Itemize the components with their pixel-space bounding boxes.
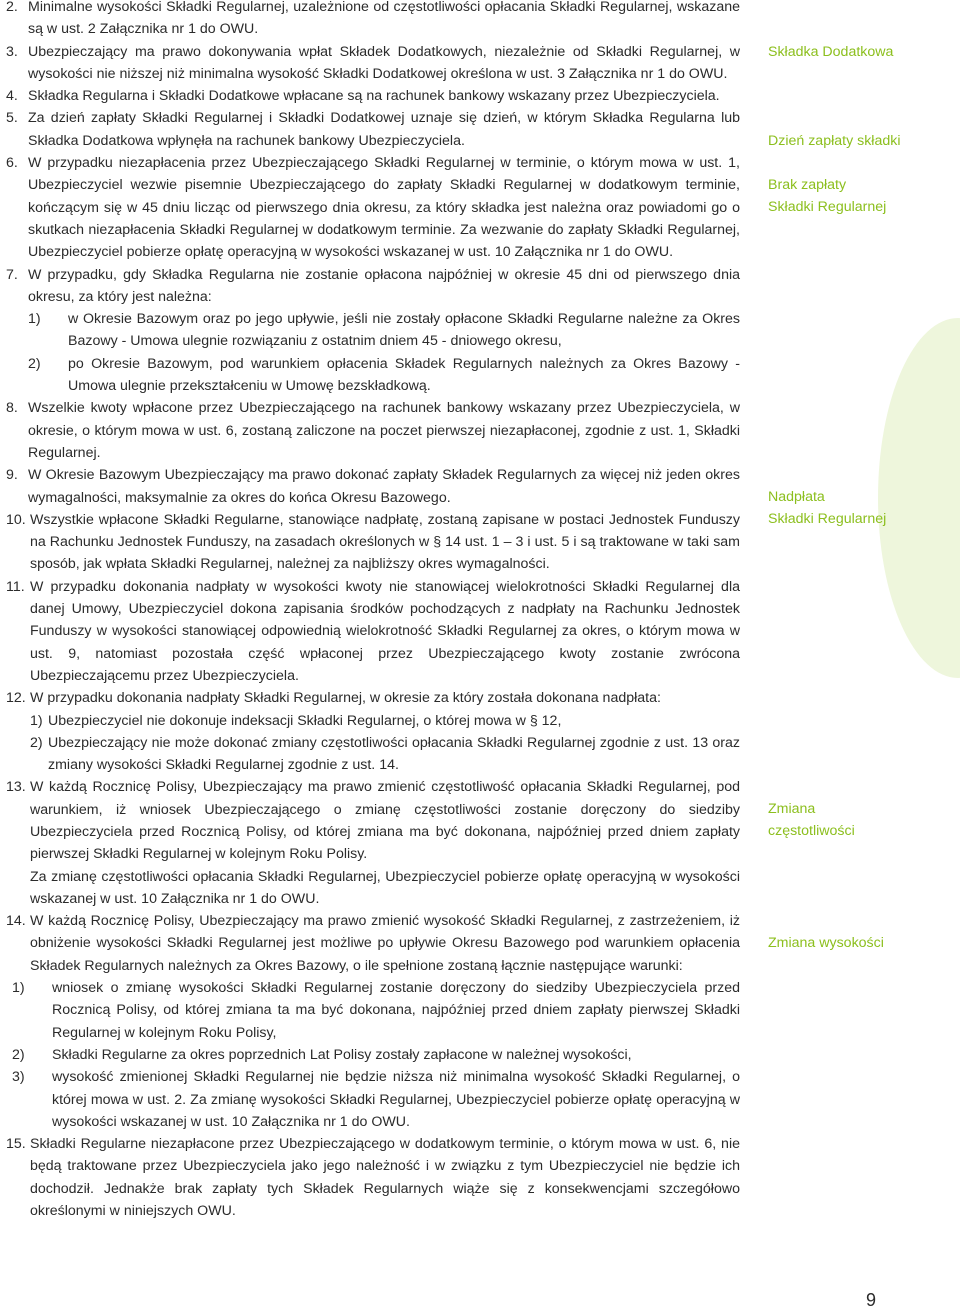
sub-item-number: 1)	[28, 311, 41, 328]
list-item	[6, 0, 740, 41]
item-number: 8.	[6, 400, 18, 417]
margin-note-text: Składki Regularnej	[768, 511, 887, 528]
sub-item	[30, 732, 740, 777]
item-extra-text: Za zmianę częstotliwości opłacania Składki Regularnej, Ubezpieczyciel pobierze opłatę operacyjną w wysokości wskazanej w ust. 10 Załącznika nr 1 do OWU.	[30, 868, 740, 907]
margin-note-extra-premium	[768, 41, 948, 63]
sub-item-text: wysokość zmienionej Składki Regularnej nie będzie niższa niż minimalna wysokość Składki Regularnej, o której mowa w ust. 2. Za zmianę wysokości Składki Regularnej, Ubezpieczyciel pobierze opłatę operacyjną w wysokości wskazanej w ust. 10 Załącznika nr 1 do OWU.	[52, 1069, 740, 1130]
item-number: 9.	[6, 467, 18, 484]
margin-note-text: Nadpłata	[768, 489, 825, 505]
list-item	[6, 464, 740, 509]
margin-note-amount-change	[768, 932, 948, 954]
sub-item-text: w Okresie Bazowym oraz po jego upływie, jeśli nie zostały opłacone Składki Regularne należne za Okres Bazowy - Umowa ulegnie rozwiązaniu z ostatnim dniem 45 - dniowego okresu,	[68, 311, 740, 350]
sub-item	[28, 353, 740, 398]
margin-note-text: Zmiana wysokości	[768, 935, 884, 951]
margin-note-no-payment	[768, 174, 948, 219]
list-item	[6, 776, 740, 910]
list-item	[6, 264, 740, 398]
item-text: Ubezpieczający ma prawo dokonywania wpłat Składek Dodatkowych, niezależnie od Składki Regularnej, w wysokości nie niższej niż minimalna wysokość Składki Dodatkowej określona w ust. 3 Załącznika nr 1 do OWU.	[28, 43, 740, 82]
list-item	[6, 1133, 740, 1222]
item-text: W przypadku, gdy Składka Regularna nie zostanie opłacona najpóźniej w okresie 45 dni od pierwszego dnia okresu, za który jest należna:	[28, 266, 740, 305]
item-text: W przypadku niezapłacenia przez Ubezpieczającego Składki Regularnej w terminie, o którym mowa w ust. 1, Ubezpieczyciel wezwie pisemnie Ubezpieczającego do zapłaty Składki Regularnej w dodatkowym terminie, kończącym się w 45 dniu licząc od pierwszego dnia okresu, za który składka jest należna oraz powiadomi go o skutkach niezapłacenia Składki Regularnej w dodatkowym terminie. Za wezwanie do zapłaty Składki Regularnej, Ubezpieczyciel pobierze opłatę operacyjną w wysokości wskazanej w ust. 10 Załącznika nr 1 do OWU.	[28, 155, 740, 261]
margin-note-text: Brak zapłaty	[768, 177, 847, 193]
margin-note-payment-date	[768, 130, 948, 152]
sub-item-number: 1)	[12, 980, 25, 997]
sub-item-text: po Okresie Bazowym, pod warunkiem opłacenia Składek Regularnych należnych za Okres Bazowy - Umowa ulegnie przekształceniu w Umowę bezskładkową.	[68, 355, 740, 395]
item-text: W Okresie Bazowym Ubezpieczający ma prawo dokonać zapłaty Składek Regularnych za więcej niż jeden okres wymagalności, maksymalnie za okres do końca Okresu Bazowego.	[28, 467, 740, 506]
item-text: Wszystkie wpłacone Składki Regularne, stanowiące nadpłatę, zostaną zapisane w postaci Jednostek Funduszy na Rachunku Jednostek Funduszy, na zasadach określonych w § 14 ust. 1 – 3 i ust. 5 i są traktowane w taki sam sposób, jak wpłata Składki Regularnej, należnej za najbliższy okres wymagalności.	[30, 511, 740, 573]
item-number: 15.	[6, 1136, 26, 1153]
list-item	[6, 509, 740, 576]
margin-note-text: Zmiana	[768, 801, 816, 817]
list-item	[6, 85, 740, 107]
margin-note-overpayment	[768, 486, 948, 531]
sub-item	[28, 308, 740, 353]
sub-item	[30, 710, 740, 732]
item-text: W przypadku dokonania nadpłaty w wysokości kwoty nie stanowiącej wielokrotności Składki Regularnej dla danej Umowy, Ubezpieczyciel dokona zapisania środków pochodzących z nadpłaty na Rachunku Jednostek Funduszy w wysokości stanowiącej odpowiednią wielokrotność Składki Regularnej za okres, o którym mowa w ust. 9, natomiast pozostała część wpłaconej przez Ubezpieczającego kwoty zostanie zwrócona Ubezpieczającemu przez Ubezpieczyciela.	[30, 578, 740, 684]
list-item	[6, 576, 740, 687]
item-number: 14.	[6, 913, 26, 930]
main-text-column	[6, 0, 740, 1222]
list-item	[6, 41, 740, 86]
list-item	[6, 107, 740, 152]
sub-item	[12, 1044, 740, 1066]
item-text: W przypadku dokonania nadpłaty Składki Regularnej, w okresie za który została dokonana nadpłata:	[30, 690, 661, 707]
item-number: 10.	[6, 511, 26, 528]
item-number: 3.	[6, 43, 18, 60]
sub-item-number: 1)	[30, 712, 43, 729]
margin-note-text: częstotliwości	[768, 823, 855, 840]
list-item	[6, 910, 740, 1133]
sub-item	[12, 977, 740, 1044]
item-text: W każdą Rocznicę Polisy, Ubezpieczający ma prawo zmienić wysokość Składki Regularnej, z zastrzeżeniem, iż obniżenie wysokości Składki Regularnej jest możliwe po upływie Okresu Bazowego pod warunkiem opłacenia Składek Regularnych należnych za Okres Bazowy, o ile spełnione zostaną łącznie następujące warunki:	[30, 913, 740, 974]
item-number: 13.	[6, 779, 26, 796]
margin-note-text: Składki Regularnej	[768, 199, 887, 216]
sub-item-text: Ubezpieczający nie może dokonać zmiany częstotliwości opłacania Składki Regularnej zgodnie z ust. 13 oraz zmiany wysokości Składki Regularnej zgodnie z ust. 14.	[48, 734, 740, 774]
item-number: 7.	[6, 266, 18, 283]
sub-item-number: 2)	[30, 734, 43, 751]
sub-item-text: wniosek o zmianę wysokości Składki Regularnej zostanie doręczony do siedziby Ubezpieczyciela przed Rocznicą Polisy, od której zmiana ta ma być dokonana, najpóźniej przed dniem zapłaty pierwszej Składki Regularnej w kolejnym Roku Polisy,	[52, 980, 740, 1041]
margin-note-text: Dzień zapłaty składki	[768, 133, 901, 149]
item-text: Minimalne wysokości Składki Regularnej, uzależnione od częstotliwości opłacania Składki Regularnej, wskazane są w ust. 2 Załącznika nr 1 do OWU.	[28, 0, 740, 38]
list-item	[6, 687, 740, 776]
sub-item-number: 3)	[12, 1069, 25, 1086]
sub-item-text: Ubezpieczyciel nie dokonuje indeksacji Składki Regularnej, o której mowa w § 12,	[48, 712, 562, 729]
item-number: 11.	[6, 578, 25, 595]
item-text: Wszelkie kwoty wpłacone przez Ubezpieczającego na rachunek bankowy wskazany przez Ubezpieczyciela, w okresie, o którym mowa w ust. 6, zostaną zaliczone na poczet pierwszej niezapłaconej, zgodnie z ust. 1, Składki Regularnej.	[28, 400, 740, 461]
margin-note-frequency-change	[768, 798, 948, 843]
margin-note-text: Składka Dodatkowa	[768, 44, 894, 60]
list-item	[6, 397, 740, 464]
item-text: Za dzień zapłaty Składki Regularnej i Składki Dodatkowej uznaje się dzień, w którym Składka Regularna lub Składka Dodatkowa wpłynęła na rachunek bankowy Ubezpieczyciela.	[28, 110, 740, 149]
page-number: 9	[866, 1290, 877, 1310]
list-item	[6, 152, 740, 263]
item-number: 4.	[6, 88, 18, 105]
item-number: 5.	[6, 110, 18, 127]
item-text: W każdą Rocznicę Polisy, Ubezpieczający ma prawo zmienić częstotliwość opłacania Składki Regularnej, pod warunkiem, iż wniosek Ubezpieczającego o zmianę częstotliwości zostanie doręczony do siedziby Ubezpieczyciela przed Rocznicą Polisy, od której zmiana ma być dokonana, najpóźniej przed dniem zapłaty pierwszej Składki Regularnej w kolejnym Roku Polisy.	[30, 779, 740, 863]
item-number: 12.	[6, 690, 26, 707]
item-text: Składki Regularne niezapłacone przez Ubezpieczającego w dodatkowym terminie, o którym mowa w ust. 6, nie będą traktowane przez Ubezpieczyciela jako jego należność i w związku z tym Ubezpieczyciel nie będzie ich dochodził. Jednakże brak zapłaty tych Składek Regularnych wiąże się z konsekwencjami szczegółowo określonymi w niniejszych OWU.	[30, 1136, 740, 1220]
item-number: 2.	[6, 0, 18, 15]
sub-item-number: 2)	[28, 355, 41, 372]
item-text: Składka Regularna i Składki Dodatkowe wpłacane są na rachunek bankowy wskazany przez Ubezpieczyciela.	[28, 88, 720, 105]
sub-item	[12, 1066, 740, 1133]
item-number: 6.	[6, 155, 18, 172]
sub-item-number: 2)	[12, 1046, 25, 1063]
sub-item-text: Składki Regularne za okres poprzednich Lat Polisy zostały zapłacone w należnej wysokości,	[52, 1046, 632, 1063]
